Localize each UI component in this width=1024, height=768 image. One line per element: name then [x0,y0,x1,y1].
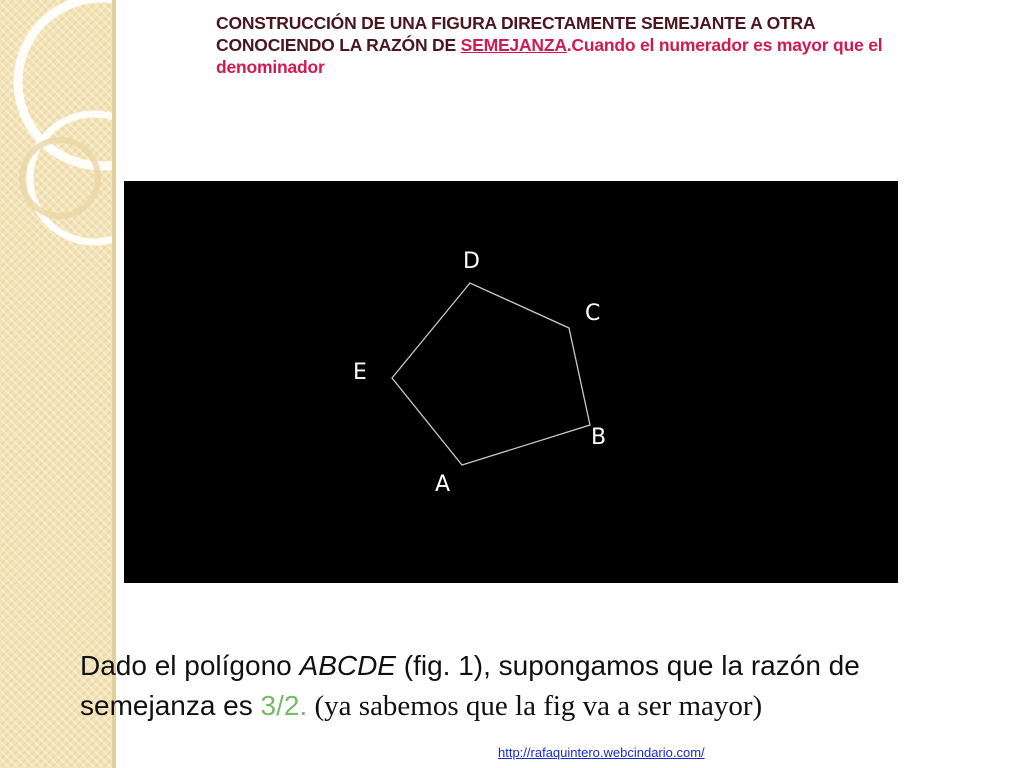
body-text-note: (ya sabemos que la fig va a ser mayor) [307,690,763,722]
slide-title [216,12,976,78]
polygon-figure [124,181,898,583]
polygon-diagram [124,181,898,583]
title-line-2 [216,34,976,56]
title-line-3: denominador [216,57,325,77]
title-line-1: CONSTRUCCIÓN DE UNA FIGURA DIRECTAMENTE SEMEJANTE A OTRA [216,13,816,33]
title-semejanza: SEMEJANZA [460,35,567,55]
source-link[interactable]: http://rafaquintero.webcindario.com/ [498,745,705,760]
pentagon-abcde [392,283,590,465]
similarity-ratio: 3/2. [260,690,308,721]
vertex-label-b: B [591,425,607,450]
body-paragraph [80,646,940,726]
body-text-start: Dado el polígono [80,650,300,681]
title-line-2-start: CONOCIENDO LA RAZÓN DE [216,35,461,55]
body-text-middle: (fig. 1), supongamos que la razón de [395,650,860,681]
vertex-label-d: D [463,249,480,274]
title-line-2-end: .Cuando el numerador es mayor que el [566,35,883,55]
vertex-label-a: A [435,472,451,497]
vertex-label-e: E [353,360,367,385]
body-text-semejanza: semejanza es [80,690,261,721]
polygon-name: ABCDE [299,650,396,681]
vertex-label-c: C [585,301,601,326]
